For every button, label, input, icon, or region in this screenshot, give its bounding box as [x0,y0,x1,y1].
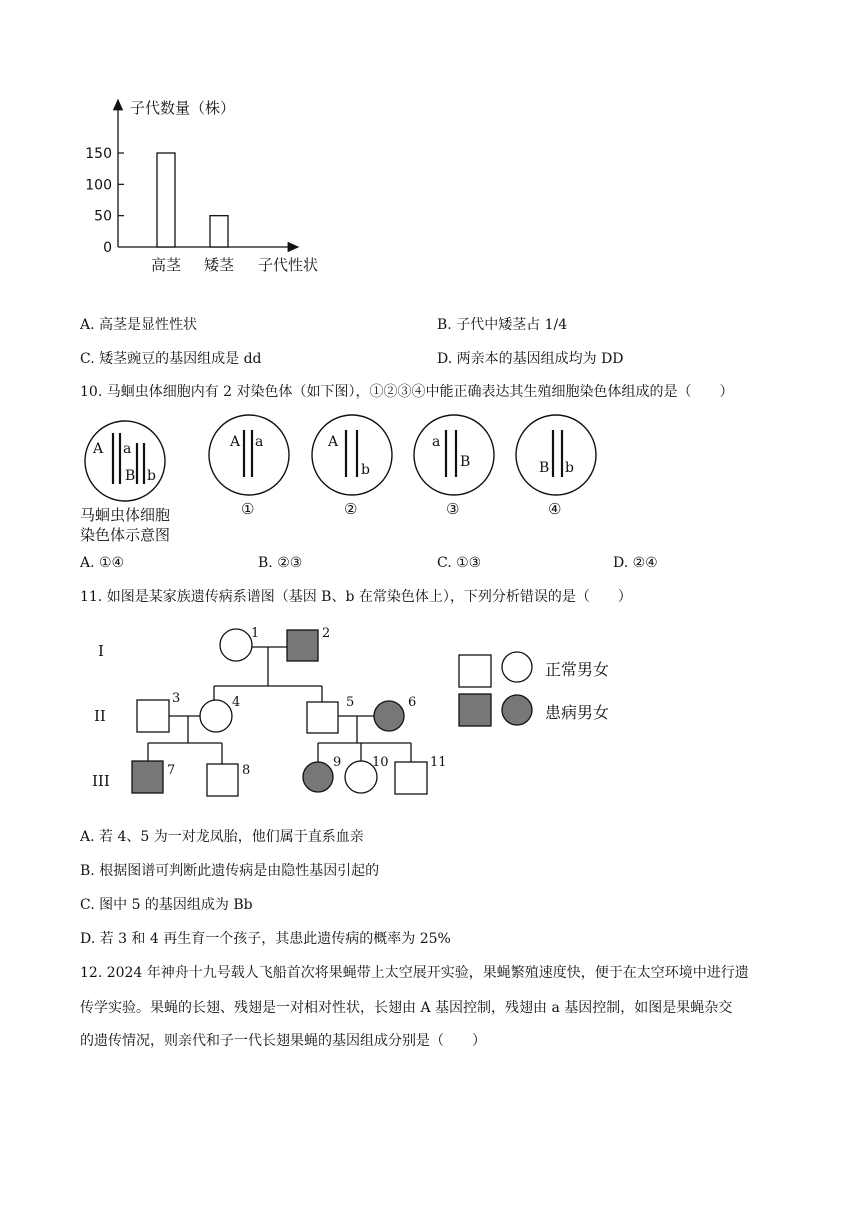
individual-2 [287,630,318,661]
cell-label-4: ④ [548,500,562,518]
individual-3 [137,700,169,732]
q10-option-d[interactable]: D. ②④ [613,555,658,571]
q9-option-d[interactable]: D. 两亲本的基因组成均为 DD [437,351,624,367]
individual-9 [303,762,333,792]
figure-caption-line1: 马蛔虫体细胞 [80,506,171,524]
generation-label-3: III [92,772,110,790]
svg-text:a: a [123,441,132,457]
individual-number: 5 [346,695,355,710]
svg-text:a: a [255,434,264,450]
q10-option-a[interactable]: A. ①④ [80,555,125,571]
figure-caption-line2: 染色体示意图 [80,526,171,544]
y-tick-label: 0 [103,240,112,256]
svg-text:B: B [460,454,471,470]
individual-7 [132,761,163,793]
q12-line-2: 传学实验。果蝇的长翅、残翅是一对相对性状，长翅由 A 基因控制，残翅由 a 基因控制，如图是果蝇杂交 [80,1000,733,1016]
y-tick-label: 150 [85,146,112,162]
pedigree-legend [459,652,609,726]
q12-line-1: 12. 2024 年神舟十九号载人飞船首次将果蝇带上太空展开实验，果蝇繁殖速度快，便于在太空环境中进行遗 [80,965,749,981]
legend-normal-label: 正常男女 [545,660,610,679]
legend-affected-label: 患病男女 [545,703,610,722]
pedigree-lines [148,647,411,764]
cell-label-2: ② [344,500,358,518]
individual-number: 4 [232,695,241,710]
q11-option-a[interactable]: A. 若 4、5 为一对龙凤胎，他们属于直系血亲 [80,829,364,845]
individual-number: 3 [172,691,181,706]
individual-6 [374,701,404,731]
individual-number: 8 [242,763,251,778]
y-axis-label: 子代数量（株） [130,99,236,117]
individual-number: 10 [372,755,389,770]
svg-text:b: b [361,462,370,478]
individual-number: 2 [322,626,331,641]
svg-text:B: B [539,460,550,476]
q10-option-b[interactable]: B. ②③ [258,555,303,571]
q9-option-c[interactable]: C. 矮茎豌豆的基因组成是 dd [80,351,262,367]
individual-number: 6 [408,695,417,710]
svg-text:b: b [565,460,574,476]
x-category-label: 矮茎 [203,256,235,274]
individual-1 [220,629,252,661]
y-tick-label: 100 [85,177,112,194]
q11-stem: 11. 如图是某家族遗传病系谱图（基因 B、b 在常染色体上），下列分析错误的是（ ） [80,589,632,605]
svg-text:a: a [432,434,441,450]
svg-text:A: A [328,434,339,450]
individual-8 [207,764,238,796]
y-tick-label: 50 [94,208,112,225]
generation-label-2: II [94,707,106,725]
individual-11 [395,762,427,794]
individual-4 [200,700,232,732]
q11-option-d[interactable]: D. 若 3 和 4 再生育一个孩子，其患此遗传病的概率为 25% [80,931,451,947]
individual-number: 11 [430,755,447,770]
cell-label-1: ① [241,500,255,518]
x-axis-label: 子代性状 [258,256,319,274]
generation-label-1: I [98,642,104,660]
q10-stem: 10. 马蛔虫体细胞内有 2 对染色体（如下图），①②③④中能正确表达其生殖细胞染色体组成的是（ ） [80,384,734,400]
q11-option-c[interactable]: C. 图中 5 的基因组成为 Bb [80,897,253,913]
cell-label-3: ③ [446,500,460,518]
q11-option-b[interactable]: B. 根据图谱可判断此遗传病是由隐性基因引起的 [80,863,380,879]
individual-5 [307,702,338,733]
q12-line-3: 的遗传情况，则亲代和子一代长翅果蝇的基因组成分别是（ ） [80,1033,486,1049]
q9-option-a[interactable]: A. 高茎是显性性状 [80,317,198,333]
svg-text:A: A [230,434,241,450]
individual-number: 9 [333,755,342,770]
q9-option-b[interactable]: B. 子代中矮茎占 1/4 [437,317,568,333]
individual-number: 1 [251,626,260,641]
q10-option-c[interactable]: C. ①③ [437,555,482,571]
x-category-label: 高茎 [150,256,182,274]
individual-number: 7 [167,763,176,778]
svg-text:b: b [147,468,156,484]
svg-text:A: A [93,441,104,457]
svg-text:B: B [125,468,136,484]
